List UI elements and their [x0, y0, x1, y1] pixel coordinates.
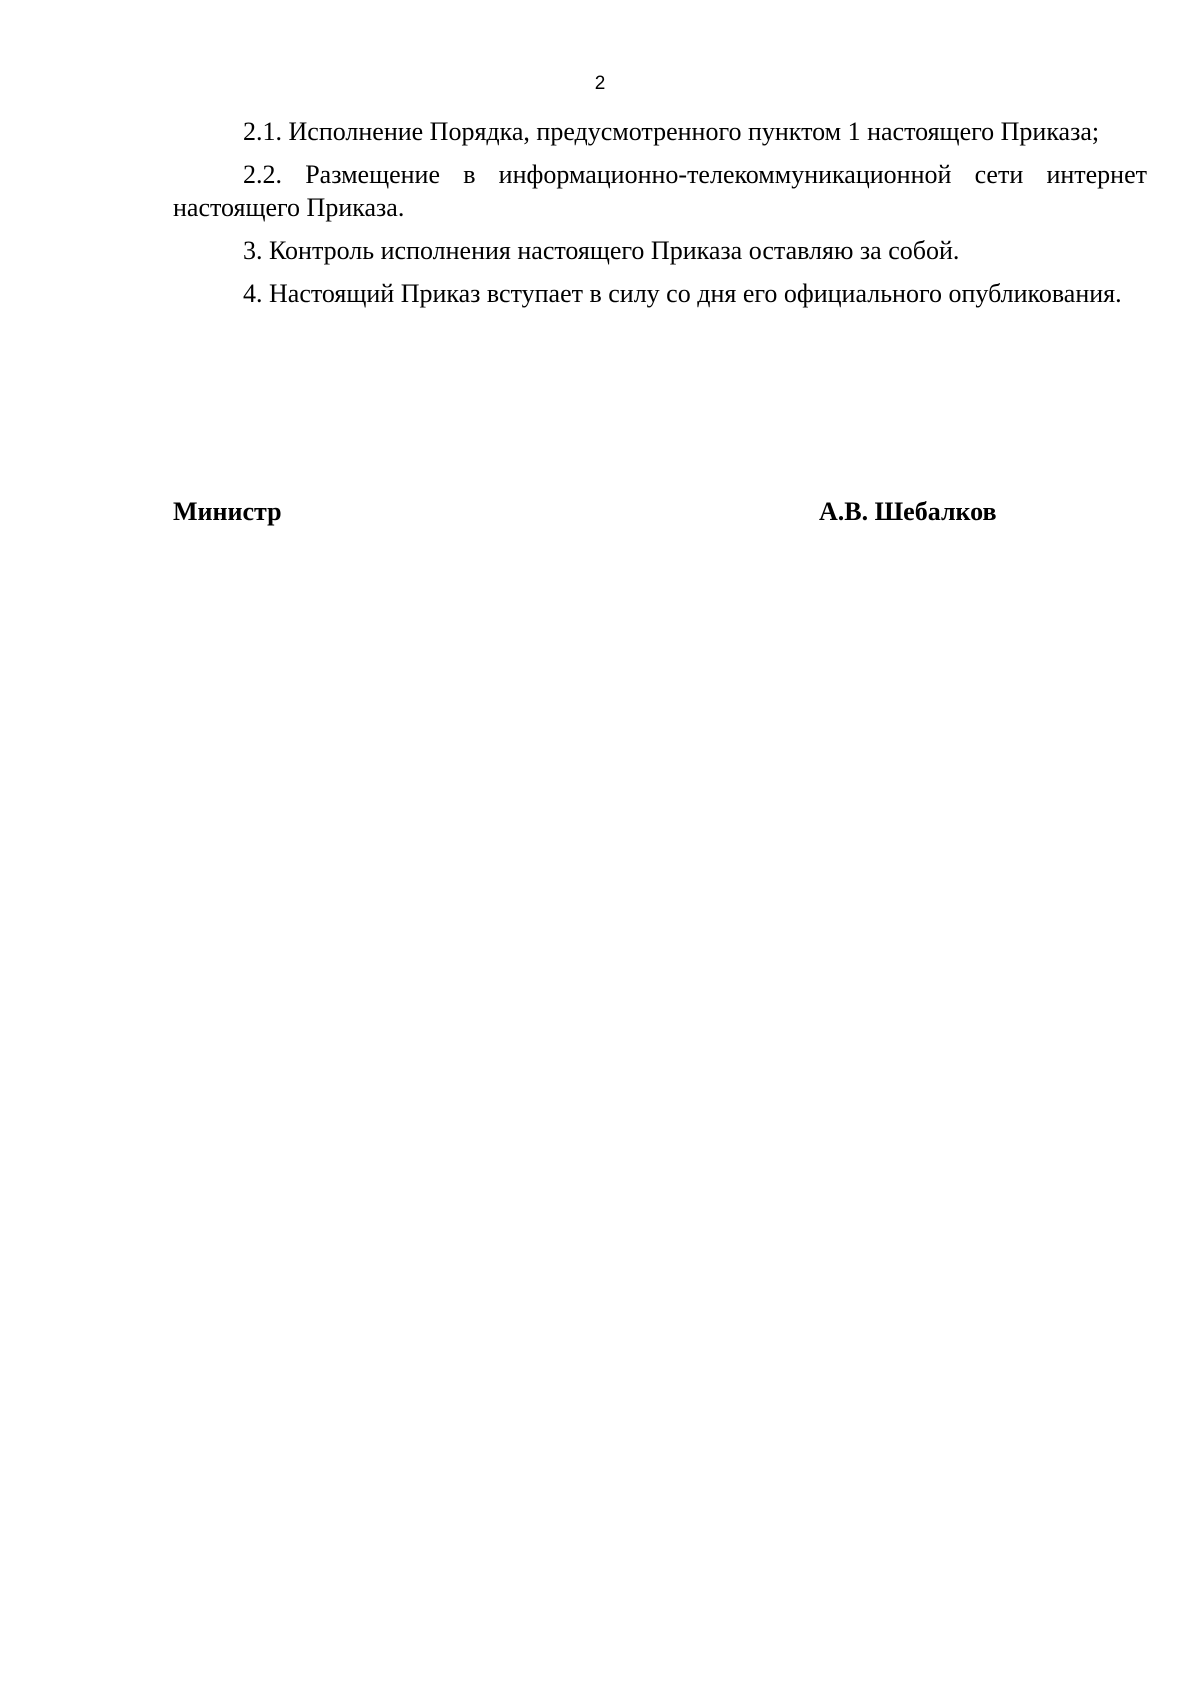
paragraph-2-1: 2.1. Исполнение Порядка, предусмотренного пунктом 1 настоящего Приказа; [243, 117, 1100, 146]
paragraph-3: 3. Контроль исполнения настоящего Приказа оставляю за собой. [243, 236, 960, 265]
signatory-name: А.В. Шебалков [819, 497, 997, 526]
signature-block [173, 494, 1147, 530]
page-number: 2 [594, 73, 606, 94]
paragraph-4: 4. Настоящий Приказ вступает в силу со дня его официального опубликования. [243, 279, 1122, 308]
document-body [173, 115, 1147, 320]
paragraph-2-2: 2.2. Размещение в информационно-телекоммуникационной сети интернет настоящего Приказа. [173, 160, 1147, 222]
signatory-title: Министр [173, 497, 282, 526]
